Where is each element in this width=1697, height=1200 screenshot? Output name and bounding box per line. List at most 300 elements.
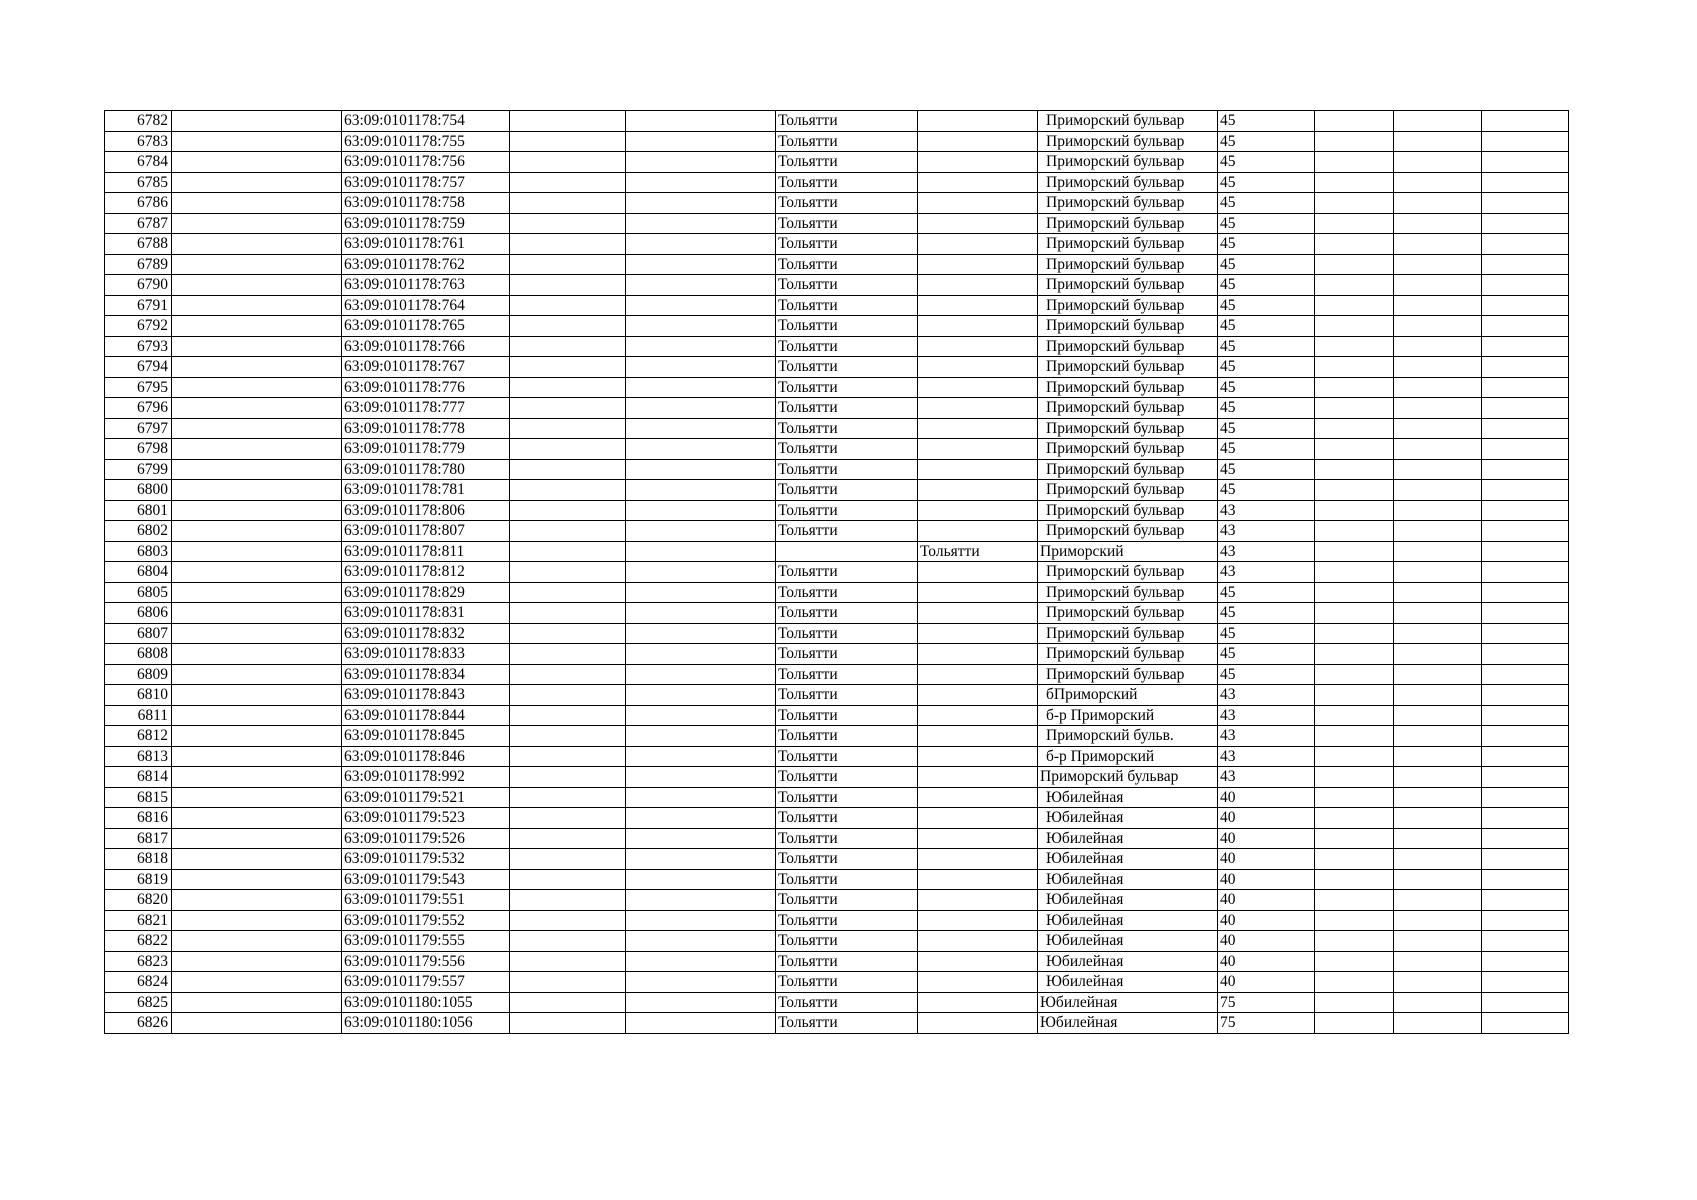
empty-cell	[1394, 234, 1482, 255]
empty-cell	[172, 808, 342, 829]
empty-cell	[510, 377, 626, 398]
empty-cell	[1315, 459, 1394, 480]
empty-cell	[510, 910, 626, 931]
city-cell: Тольятти	[776, 521, 918, 542]
house-cell: 45	[1218, 336, 1315, 357]
empty-cell	[1394, 541, 1482, 562]
empty-cell	[626, 480, 776, 501]
empty-cell	[172, 828, 342, 849]
city-cell: Тольятти	[776, 377, 918, 398]
empty-cell	[1394, 172, 1482, 193]
house-cell: 45	[1218, 275, 1315, 296]
row-number-cell: 6813	[105, 746, 172, 767]
house-cell: 75	[1218, 992, 1315, 1013]
empty-cell	[1482, 685, 1569, 706]
empty-cell	[1394, 275, 1482, 296]
empty-cell	[510, 828, 626, 849]
empty-cell	[626, 931, 776, 952]
city-cell: Тольятти	[776, 398, 918, 419]
empty-cell	[172, 931, 342, 952]
house-cell: 45	[1218, 603, 1315, 624]
street-cell: Приморский бульвар	[1038, 418, 1218, 439]
cadastral-number-cell: 63:09:0101178:778	[342, 418, 510, 439]
empty-cell	[510, 152, 626, 173]
row-number-cell: 6798	[105, 439, 172, 460]
empty-cell	[626, 828, 776, 849]
empty-cell	[1315, 992, 1394, 1013]
cadastral-number-cell: 63:09:0101178:845	[342, 726, 510, 747]
house-cell: 45	[1218, 439, 1315, 460]
table-row	[105, 234, 1569, 255]
empty-cell	[1394, 131, 1482, 152]
city-cell: Тольятти	[776, 582, 918, 603]
empty-cell	[1482, 808, 1569, 829]
street-cell: Приморский бульвар	[1038, 500, 1218, 521]
house-cell: 40	[1218, 828, 1315, 849]
street-cell: Юбилейная	[1038, 869, 1218, 890]
empty-cell	[626, 459, 776, 480]
empty-cell	[626, 1013, 776, 1034]
house-cell: 45	[1218, 644, 1315, 665]
street-cell: Юбилейная	[1038, 787, 1218, 808]
row-number-cell: 6807	[105, 623, 172, 644]
row-number-cell: 6801	[105, 500, 172, 521]
house-cell: 45	[1218, 193, 1315, 214]
street-cell: Приморский бульвар	[1038, 664, 1218, 685]
settlement-cell	[918, 849, 1038, 870]
empty-cell	[172, 644, 342, 665]
empty-cell	[1315, 603, 1394, 624]
table-row	[105, 664, 1569, 685]
empty-cell	[1482, 1013, 1569, 1034]
settlement-cell	[918, 972, 1038, 993]
empty-cell	[626, 398, 776, 419]
empty-cell	[172, 767, 342, 788]
empty-cell	[626, 357, 776, 378]
settlement-cell	[918, 418, 1038, 439]
row-number-cell: 6826	[105, 1013, 172, 1034]
street-cell: Юбилейная	[1038, 910, 1218, 931]
row-number-cell: 6784	[105, 152, 172, 173]
empty-cell	[172, 603, 342, 624]
house-cell: 45	[1218, 664, 1315, 685]
street-cell: Приморский бульвар	[1038, 193, 1218, 214]
cadastral-number-cell: 63:09:0101178:807	[342, 521, 510, 542]
empty-cell	[626, 418, 776, 439]
empty-cell	[1394, 869, 1482, 890]
street-cell: Приморский бульвар	[1038, 623, 1218, 644]
house-cell: 40	[1218, 951, 1315, 972]
empty-cell	[172, 849, 342, 870]
empty-cell	[510, 521, 626, 542]
settlement-cell	[918, 500, 1038, 521]
empty-cell	[1482, 705, 1569, 726]
street-cell: Приморский бульвар	[1038, 480, 1218, 501]
table-row	[105, 213, 1569, 234]
empty-cell	[172, 398, 342, 419]
table-row	[105, 562, 1569, 583]
table-row	[105, 316, 1569, 337]
empty-cell	[1315, 541, 1394, 562]
empty-cell	[1482, 131, 1569, 152]
row-number-cell: 6790	[105, 275, 172, 296]
house-cell: 45	[1218, 459, 1315, 480]
empty-cell	[1315, 193, 1394, 214]
street-cell: Приморский бульвар	[1038, 295, 1218, 316]
empty-cell	[172, 726, 342, 747]
table-row	[105, 398, 1569, 419]
cadastral-number-cell: 63:09:0101179:521	[342, 787, 510, 808]
empty-cell	[510, 234, 626, 255]
table-row	[105, 992, 1569, 1013]
empty-cell	[626, 172, 776, 193]
row-number-cell: 6804	[105, 562, 172, 583]
settlement-cell	[918, 726, 1038, 747]
empty-cell	[1394, 521, 1482, 542]
settlement-cell	[918, 664, 1038, 685]
empty-cell	[510, 849, 626, 870]
street-cell: Юбилейная	[1038, 890, 1218, 911]
empty-cell	[626, 664, 776, 685]
settlement-cell	[918, 562, 1038, 583]
row-number-cell: 6786	[105, 193, 172, 214]
empty-cell	[1315, 377, 1394, 398]
empty-cell	[1482, 193, 1569, 214]
house-cell: 40	[1218, 931, 1315, 952]
empty-cell	[1315, 234, 1394, 255]
empty-cell	[510, 705, 626, 726]
row-number-cell: 6811	[105, 705, 172, 726]
settlement-cell	[918, 254, 1038, 275]
row-number-cell: 6809	[105, 664, 172, 685]
empty-cell	[510, 787, 626, 808]
street-cell: Приморский бульвар	[1038, 521, 1218, 542]
empty-cell	[626, 808, 776, 829]
cadastral-number-cell: 63:09:0101178:755	[342, 131, 510, 152]
cadastral-number-cell: 63:09:0101178:761	[342, 234, 510, 255]
empty-cell	[510, 295, 626, 316]
table-row	[105, 705, 1569, 726]
empty-cell	[626, 439, 776, 460]
empty-cell	[1394, 787, 1482, 808]
table-row	[105, 910, 1569, 931]
empty-cell	[1482, 398, 1569, 419]
empty-cell	[510, 336, 626, 357]
empty-cell	[626, 562, 776, 583]
empty-cell	[510, 869, 626, 890]
empty-cell	[1394, 500, 1482, 521]
settlement-cell	[918, 131, 1038, 152]
table-row	[105, 377, 1569, 398]
empty-cell	[1315, 439, 1394, 460]
table-row	[105, 295, 1569, 316]
empty-cell	[1315, 787, 1394, 808]
settlement-cell	[918, 746, 1038, 767]
empty-cell	[1315, 357, 1394, 378]
table-row	[105, 459, 1569, 480]
street-cell: Приморский бульвар	[1038, 377, 1218, 398]
table-row	[105, 931, 1569, 952]
empty-cell	[172, 562, 342, 583]
settlement-cell	[918, 521, 1038, 542]
cadastral-number-cell: 63:09:0101178:764	[342, 295, 510, 316]
empty-cell	[172, 459, 342, 480]
street-cell: б-р Приморский	[1038, 746, 1218, 767]
table-row	[105, 685, 1569, 706]
empty-cell	[1482, 603, 1569, 624]
settlement-cell	[918, 890, 1038, 911]
empty-cell	[626, 316, 776, 337]
city-cell: Тольятти	[776, 213, 918, 234]
street-cell: Приморский	[1038, 541, 1218, 562]
empty-cell	[1482, 357, 1569, 378]
empty-cell	[172, 521, 342, 542]
empty-cell	[1482, 746, 1569, 767]
street-cell: Приморский бульвар	[1038, 767, 1218, 788]
empty-cell	[510, 746, 626, 767]
city-cell: Тольятти	[776, 480, 918, 501]
street-cell: Юбилейная	[1038, 828, 1218, 849]
empty-cell	[1315, 131, 1394, 152]
table-row	[105, 787, 1569, 808]
table-row	[105, 541, 1569, 562]
city-cell: Тольятти	[776, 172, 918, 193]
row-number-cell: 6805	[105, 582, 172, 603]
empty-cell	[1482, 254, 1569, 275]
row-number-cell: 6815	[105, 787, 172, 808]
empty-cell	[510, 1013, 626, 1034]
empty-cell	[1482, 910, 1569, 931]
empty-cell	[172, 685, 342, 706]
empty-cell	[1315, 644, 1394, 665]
city-cell: Тольятти	[776, 152, 918, 173]
row-number-cell: 6785	[105, 172, 172, 193]
empty-cell	[172, 152, 342, 173]
city-cell: Тольятти	[776, 439, 918, 460]
settlement-cell	[918, 623, 1038, 644]
empty-cell	[172, 213, 342, 234]
empty-cell	[626, 152, 776, 173]
row-number-cell: 6812	[105, 726, 172, 747]
empty-cell	[1315, 316, 1394, 337]
house-cell: 45	[1218, 172, 1315, 193]
table-row	[105, 869, 1569, 890]
empty-cell	[1394, 951, 1482, 972]
city-cell: Тольятти	[776, 275, 918, 296]
empty-cell	[1482, 541, 1569, 562]
empty-cell	[1482, 767, 1569, 788]
settlement-cell	[918, 992, 1038, 1013]
house-cell: 45	[1218, 480, 1315, 501]
settlement-cell	[918, 787, 1038, 808]
empty-cell	[510, 603, 626, 624]
empty-cell	[1482, 972, 1569, 993]
house-cell: 43	[1218, 726, 1315, 747]
house-cell: 40	[1218, 808, 1315, 829]
house-cell: 45	[1218, 377, 1315, 398]
settlement-cell	[918, 398, 1038, 419]
cadastral-number-cell: 63:09:0101179:557	[342, 972, 510, 993]
city-cell: Тольятти	[776, 623, 918, 644]
table-row	[105, 890, 1569, 911]
table-row	[105, 275, 1569, 296]
street-cell: б-р Приморский	[1038, 705, 1218, 726]
settlement-cell	[918, 275, 1038, 296]
city-cell: Тольятти	[776, 562, 918, 583]
street-cell: Приморский бульвар	[1038, 254, 1218, 275]
house-cell: 43	[1218, 541, 1315, 562]
empty-cell	[510, 275, 626, 296]
empty-cell	[172, 172, 342, 193]
table-row	[105, 623, 1569, 644]
house-cell: 45	[1218, 295, 1315, 316]
city-cell: Тольятти	[776, 111, 918, 132]
empty-cell	[172, 336, 342, 357]
table-row	[105, 849, 1569, 870]
empty-cell	[510, 726, 626, 747]
empty-cell	[510, 562, 626, 583]
street-cell: бПриморский	[1038, 685, 1218, 706]
row-number-cell: 6800	[105, 480, 172, 501]
empty-cell	[626, 295, 776, 316]
house-cell: 43	[1218, 562, 1315, 583]
table-row	[105, 726, 1569, 747]
empty-cell	[1315, 111, 1394, 132]
table-row	[105, 808, 1569, 829]
empty-cell	[1315, 726, 1394, 747]
empty-cell	[510, 111, 626, 132]
house-cell: 45	[1218, 357, 1315, 378]
city-cell: Тольятти	[776, 767, 918, 788]
empty-cell	[1394, 849, 1482, 870]
empty-cell	[172, 664, 342, 685]
cadastral-number-cell: 63:09:0101178:766	[342, 336, 510, 357]
empty-cell	[510, 398, 626, 419]
empty-cell	[626, 890, 776, 911]
street-cell: Юбилейная	[1038, 951, 1218, 972]
cadastral-number-cell: 63:09:0101178:757	[342, 172, 510, 193]
empty-cell	[172, 480, 342, 501]
empty-cell	[626, 849, 776, 870]
street-cell: Приморский бульвар	[1038, 131, 1218, 152]
empty-cell	[626, 787, 776, 808]
table-row	[105, 418, 1569, 439]
table-row	[105, 951, 1569, 972]
empty-cell	[510, 316, 626, 337]
table-row	[105, 193, 1569, 214]
empty-cell	[1482, 664, 1569, 685]
empty-cell	[172, 951, 342, 972]
empty-cell	[510, 951, 626, 972]
empty-cell	[1315, 951, 1394, 972]
city-cell: Тольятти	[776, 931, 918, 952]
row-number-cell: 6789	[105, 254, 172, 275]
cadastral-number-cell: 63:09:0101178:765	[342, 316, 510, 337]
house-cell: 45	[1218, 398, 1315, 419]
empty-cell	[1315, 172, 1394, 193]
street-cell: Приморский бульв.	[1038, 726, 1218, 747]
empty-cell	[1482, 521, 1569, 542]
empty-cell	[510, 213, 626, 234]
empty-cell	[1394, 254, 1482, 275]
table-row	[105, 767, 1569, 788]
city-cell: Тольятти	[776, 705, 918, 726]
empty-cell	[510, 418, 626, 439]
house-cell: 43	[1218, 746, 1315, 767]
city-cell: Тольятти	[776, 254, 918, 275]
house-cell: 45	[1218, 213, 1315, 234]
empty-cell	[172, 131, 342, 152]
cadastral-number-cell: 63:09:0101178:763	[342, 275, 510, 296]
house-cell: 45	[1218, 131, 1315, 152]
empty-cell	[172, 1013, 342, 1034]
empty-cell	[1482, 418, 1569, 439]
empty-cell	[1394, 603, 1482, 624]
empty-cell	[510, 172, 626, 193]
city-cell: Тольятти	[776, 849, 918, 870]
settlement-cell	[918, 357, 1038, 378]
empty-cell	[626, 582, 776, 603]
house-cell: 45	[1218, 582, 1315, 603]
empty-cell	[172, 418, 342, 439]
cadastral-number-cell: 63:09:0101178:834	[342, 664, 510, 685]
row-number-cell: 6795	[105, 377, 172, 398]
settlement-cell	[918, 767, 1038, 788]
settlement-cell	[918, 1013, 1038, 1034]
settlement-cell	[918, 152, 1038, 173]
street-cell: Приморский бульвар	[1038, 459, 1218, 480]
empty-cell	[510, 931, 626, 952]
settlement-cell	[918, 808, 1038, 829]
settlement-cell	[918, 931, 1038, 952]
settlement-cell	[918, 480, 1038, 501]
house-cell: 45	[1218, 111, 1315, 132]
empty-cell	[1482, 295, 1569, 316]
empty-cell	[1315, 685, 1394, 706]
house-cell: 43	[1218, 705, 1315, 726]
empty-cell	[510, 992, 626, 1013]
empty-cell	[626, 951, 776, 972]
table-row	[105, 500, 1569, 521]
house-cell: 40	[1218, 787, 1315, 808]
cadastral-number-cell: 63:09:0101178:776	[342, 377, 510, 398]
cadastral-number-cell: 63:09:0101178:767	[342, 357, 510, 378]
cadastral-number-cell: 63:09:0101179:552	[342, 910, 510, 931]
cadastral-number-cell: 63:09:0101178:759	[342, 213, 510, 234]
row-number-cell: 6787	[105, 213, 172, 234]
empty-cell	[1315, 664, 1394, 685]
empty-cell	[510, 541, 626, 562]
house-cell: 45	[1218, 418, 1315, 439]
street-cell: Приморский бульвар	[1038, 172, 1218, 193]
cadastral-number-cell: 63:09:0101179:543	[342, 869, 510, 890]
empty-cell	[1394, 1013, 1482, 1034]
empty-cell	[626, 746, 776, 767]
street-cell: Юбилейная	[1038, 1013, 1218, 1034]
street-cell: Юбилейная	[1038, 992, 1218, 1013]
cadastral-number-cell: 63:09:0101179:526	[342, 828, 510, 849]
row-number-cell: 6822	[105, 931, 172, 952]
empty-cell	[1315, 582, 1394, 603]
city-cell: Тольятти	[776, 193, 918, 214]
city-cell: Тольятти	[776, 910, 918, 931]
table-row	[105, 336, 1569, 357]
house-cell: 40	[1218, 849, 1315, 870]
row-number-cell: 6808	[105, 644, 172, 665]
house-cell: 75	[1218, 1013, 1315, 1034]
cadastral-number-cell: 63:09:0101178:754	[342, 111, 510, 132]
empty-cell	[1394, 357, 1482, 378]
